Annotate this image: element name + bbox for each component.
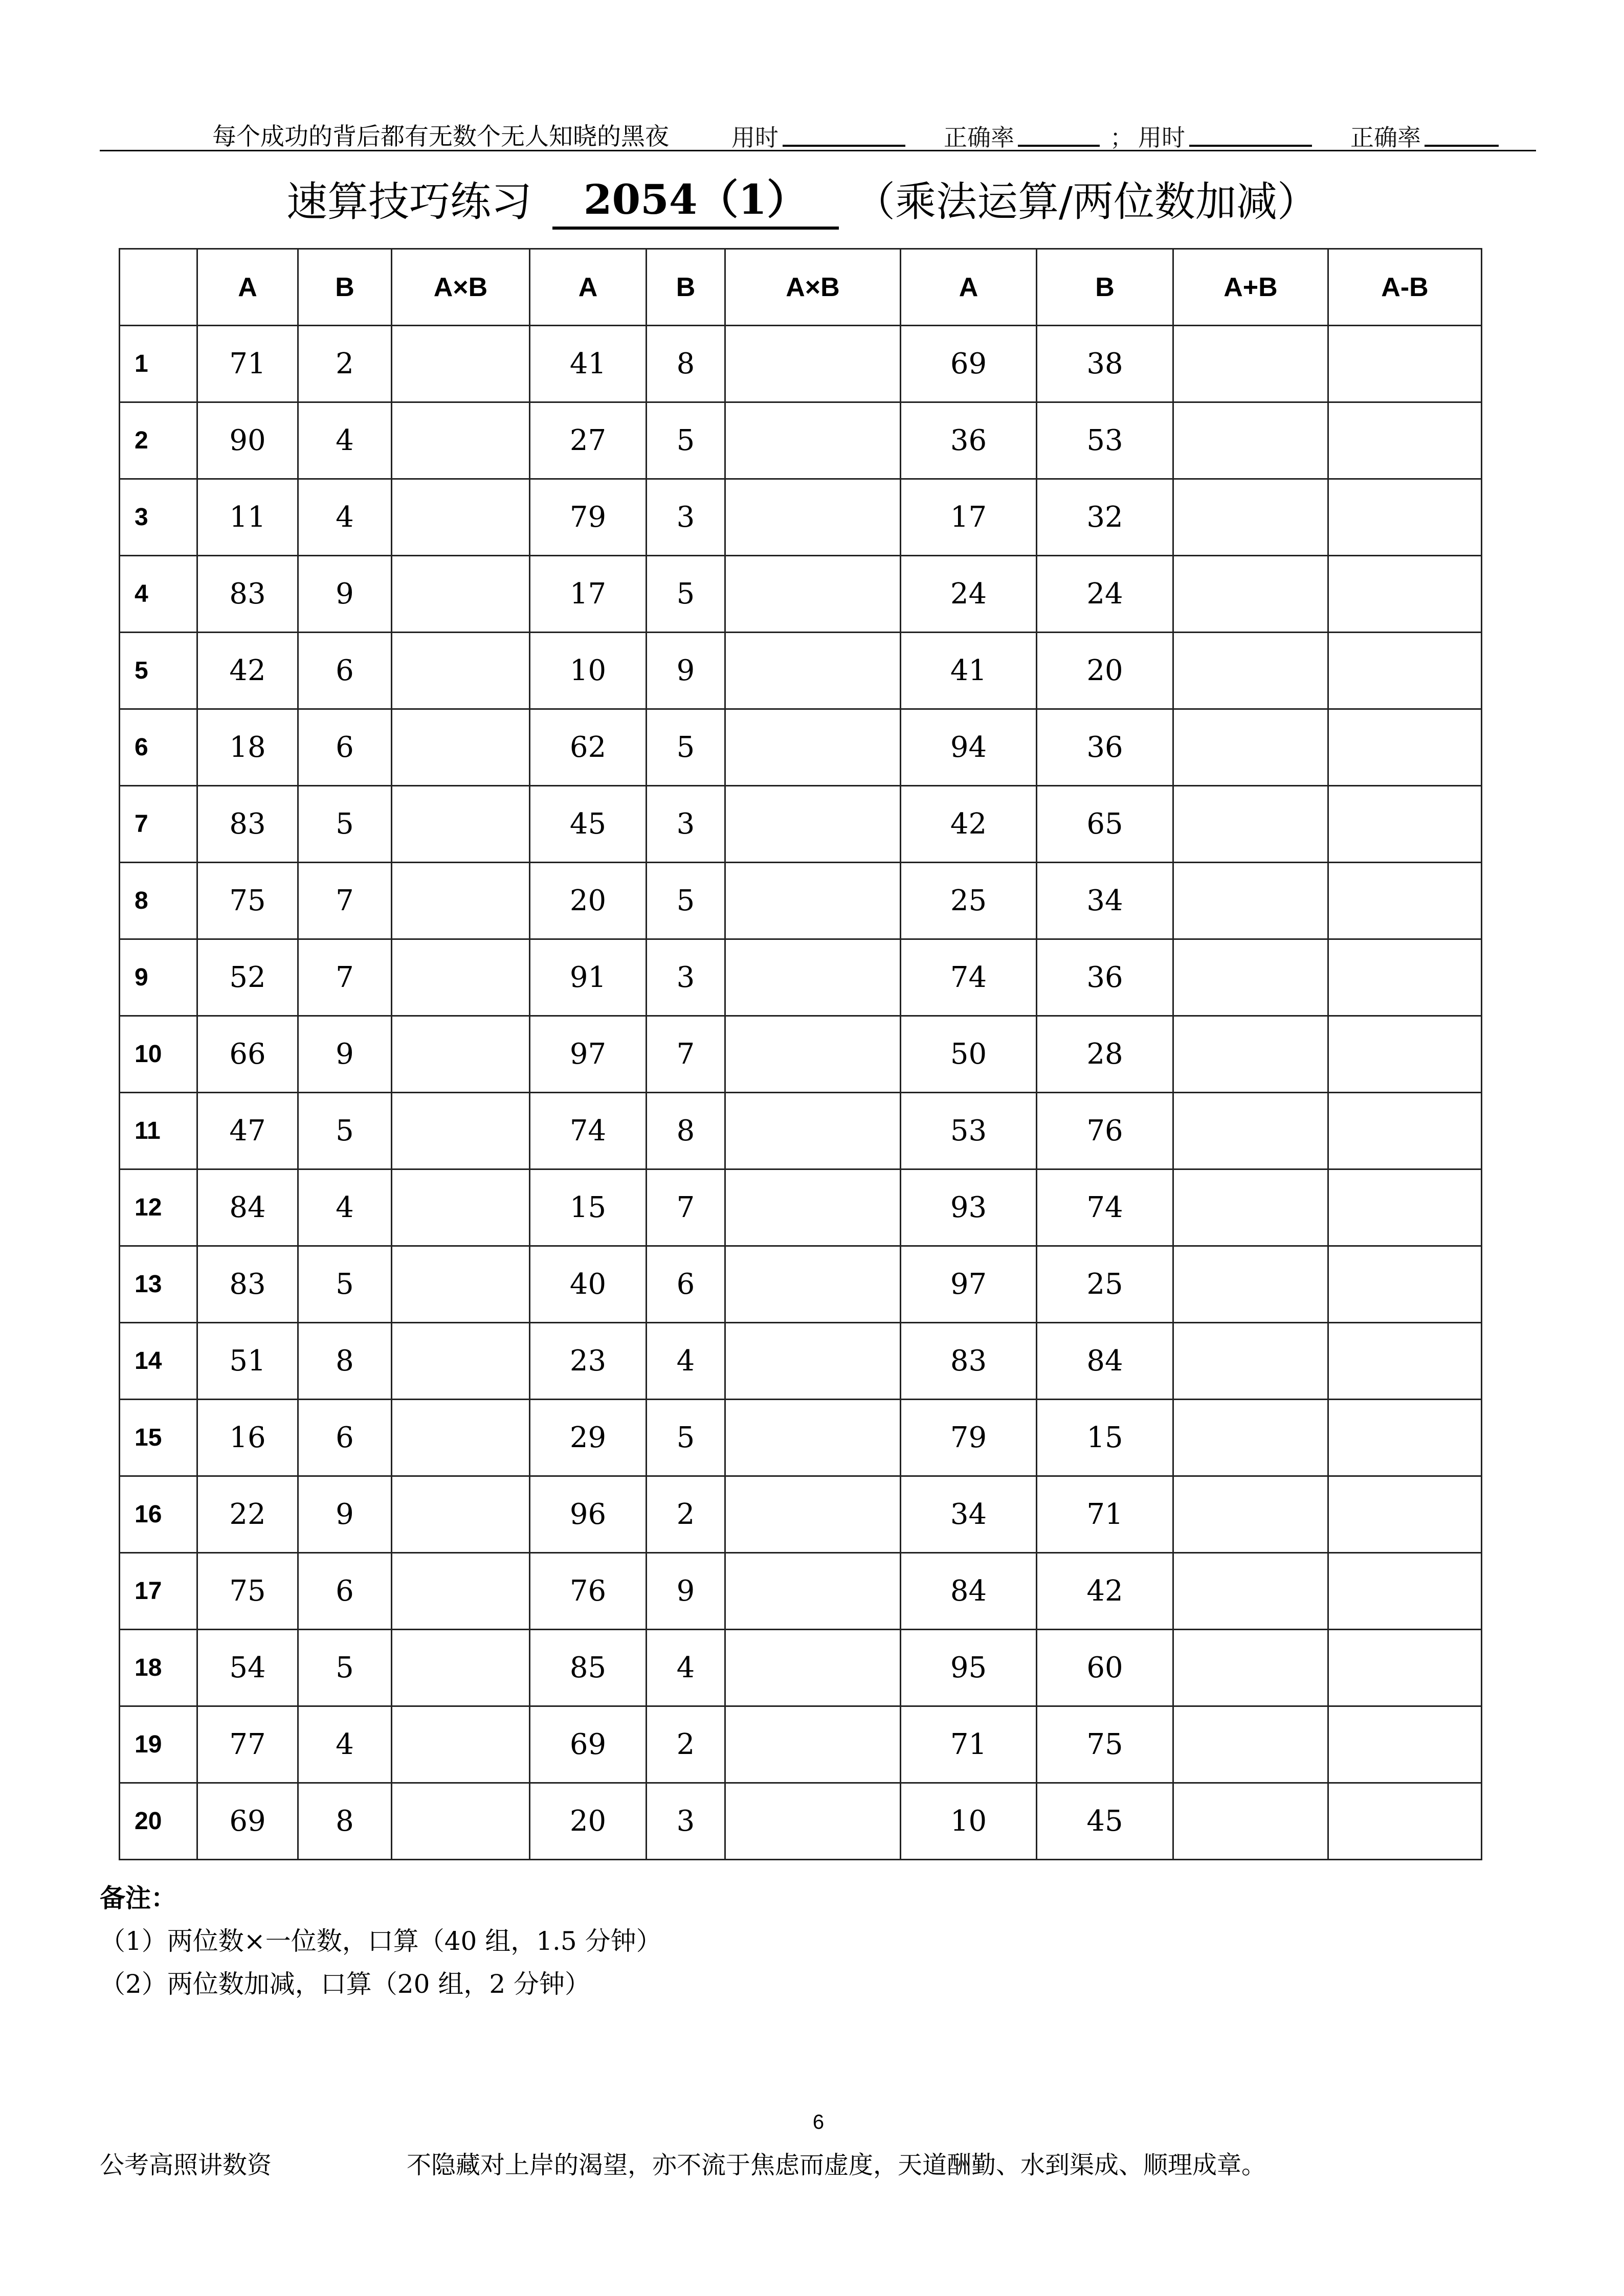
accuracy-blank-2[interactable] [1425, 145, 1499, 147]
answer-sum[interactable] [1173, 1323, 1328, 1400]
cell-b-3: 38 [1037, 326, 1173, 402]
table-row [120, 1476, 1482, 1553]
answer-product-1[interactable] [392, 556, 530, 633]
answer-product-1[interactable] [392, 1476, 530, 1553]
cell-b-1: 6 [298, 709, 392, 786]
answer-difference[interactable] [1328, 1630, 1482, 1706]
cell-b-1: 5 [298, 1630, 392, 1706]
answer-product-2[interactable] [725, 479, 901, 556]
answer-sum[interactable] [1173, 633, 1328, 709]
accuracy-blank-1[interactable] [1018, 145, 1100, 147]
cell-a-3: 74 [901, 939, 1037, 1016]
table-row [120, 1706, 1482, 1783]
cell-b-2: 2 [647, 1476, 725, 1553]
time-label-2: 用时 [1138, 124, 1185, 151]
practice-table [119, 248, 1482, 1860]
answer-product-1[interactable] [392, 1553, 530, 1630]
cell-b-3: 65 [1037, 786, 1173, 863]
answer-product-1[interactable] [392, 1093, 530, 1169]
answer-difference[interactable] [1328, 556, 1482, 633]
header-rule [100, 150, 1536, 151]
cell-b-1: 8 [298, 1783, 392, 1860]
table-row [120, 1783, 1482, 1860]
answer-sum[interactable] [1173, 402, 1328, 479]
cell-b-3: 15 [1037, 1400, 1173, 1476]
answer-product-1[interactable] [392, 1630, 530, 1706]
answer-sum[interactable] [1173, 1706, 1328, 1783]
cell-b-2: 5 [647, 402, 725, 479]
cell-b-3: 53 [1037, 402, 1173, 479]
cell-a-1: 83 [197, 556, 298, 633]
cell-b-3: 74 [1037, 1169, 1173, 1246]
time-label-1: 用时 [731, 124, 778, 151]
cell-b-2: 4 [647, 1630, 725, 1706]
answer-difference[interactable] [1328, 1169, 1482, 1246]
row-index: 14 [120, 1323, 197, 1400]
cell-b-3: 32 [1037, 479, 1173, 556]
answer-difference[interactable] [1328, 1706, 1482, 1783]
header-product-1: A×B [392, 249, 530, 326]
answer-sum[interactable] [1173, 326, 1328, 402]
cell-b-2: 9 [647, 1553, 725, 1630]
cell-a-1: 47 [197, 1093, 298, 1169]
cell-a-3: 84 [901, 1553, 1037, 1630]
cell-b-1: 5 [298, 1093, 392, 1169]
row-index: 17 [120, 1553, 197, 1630]
row-index: 19 [120, 1706, 197, 1783]
cell-b-1: 9 [298, 556, 392, 633]
time-blank-1[interactable] [783, 145, 905, 147]
row-index: 1 [120, 326, 197, 402]
cell-a-3: 83 [901, 1323, 1037, 1400]
notes-title: 备注： [100, 1883, 176, 1913]
cell-b-3: 45 [1037, 1783, 1173, 1860]
cell-b-2: 5 [647, 556, 725, 633]
cell-a-3: 42 [901, 786, 1037, 863]
header-a-1: A [197, 249, 298, 326]
cell-b-3: 25 [1037, 1246, 1173, 1323]
cell-a-2: 79 [530, 479, 647, 556]
answer-product-2[interactable] [725, 786, 901, 863]
answer-product-2[interactable] [725, 1476, 901, 1553]
cell-a-1: 84 [197, 1169, 298, 1246]
table-row [120, 786, 1482, 863]
header-b-1: B [298, 249, 392, 326]
header-product-2: A×B [725, 249, 901, 326]
cell-a-2: 27 [530, 402, 647, 479]
cell-a-1: 71 [197, 326, 298, 402]
answer-product-2[interactable] [725, 939, 901, 1016]
answer-product-2[interactable] [725, 1783, 901, 1860]
answer-difference[interactable] [1328, 633, 1482, 709]
cell-a-3: 50 [901, 1016, 1037, 1093]
table-row [120, 1169, 1482, 1246]
cell-b-1: 5 [298, 786, 392, 863]
cell-b-2: 7 [647, 1169, 725, 1246]
table-row [120, 939, 1482, 1016]
cell-b-3: 76 [1037, 1093, 1173, 1169]
cell-a-1: 83 [197, 1246, 298, 1323]
answer-product-2[interactable] [725, 863, 901, 939]
row-index: 13 [120, 1246, 197, 1323]
cell-a-2: 97 [530, 1016, 647, 1093]
cell-b-3: 42 [1037, 1553, 1173, 1630]
row-index: 11 [120, 1093, 197, 1169]
answer-product-1[interactable] [392, 1706, 530, 1783]
row-index: 7 [120, 786, 197, 863]
cell-a-3: 95 [901, 1630, 1037, 1706]
answer-sum[interactable] [1173, 556, 1328, 633]
cell-a-2: 62 [530, 709, 647, 786]
cell-a-1: 90 [197, 402, 298, 479]
row-index: 2 [120, 402, 197, 479]
cell-a-1: 83 [197, 786, 298, 863]
cell-b-3: 36 [1037, 709, 1173, 786]
cell-a-1: 69 [197, 1783, 298, 1860]
cell-b-3: 28 [1037, 1016, 1173, 1093]
answer-sum[interactable] [1173, 709, 1328, 786]
cell-b-1: 9 [298, 1476, 392, 1553]
answer-difference[interactable] [1328, 1093, 1482, 1169]
cell-b-3: 34 [1037, 863, 1173, 939]
row-index: 8 [120, 863, 197, 939]
table-row [120, 709, 1482, 786]
answer-sum[interactable] [1173, 1093, 1328, 1169]
cell-a-3: 34 [901, 1476, 1037, 1553]
row-index: 16 [120, 1476, 197, 1553]
cell-a-2: 45 [530, 786, 647, 863]
answer-product-1[interactable] [392, 1169, 530, 1246]
cell-b-2: 8 [647, 1093, 725, 1169]
answer-product-2[interactable] [725, 326, 901, 402]
answer-sum[interactable] [1173, 1783, 1328, 1860]
cell-b-2: 4 [647, 1323, 725, 1400]
notes-line-2: （2）两位数加减，口算（20 组，2 分钟） [100, 1969, 591, 1999]
answer-sum[interactable] [1173, 786, 1328, 863]
cell-a-1: 75 [197, 1553, 298, 1630]
footer-left-text: 公考高照讲数资 [100, 2151, 272, 2179]
cell-b-1: 6 [298, 633, 392, 709]
table-row [120, 1246, 1482, 1323]
table-row [120, 326, 1482, 402]
cell-a-2: 69 [530, 1706, 647, 1783]
cell-a-2: 20 [530, 1783, 647, 1860]
row-index: 5 [120, 633, 197, 709]
cell-b-2: 5 [647, 863, 725, 939]
answer-sum[interactable] [1173, 1169, 1328, 1246]
answer-difference[interactable] [1328, 402, 1482, 479]
row-index: 6 [120, 709, 197, 786]
row-index: 12 [120, 1169, 197, 1246]
cell-b-1: 9 [298, 1016, 392, 1093]
cell-a-2: 76 [530, 1553, 647, 1630]
answer-product-2[interactable] [725, 1553, 901, 1630]
cell-b-2: 8 [647, 326, 725, 402]
cell-b-2: 3 [647, 1783, 725, 1860]
answer-product-1[interactable] [392, 1400, 530, 1476]
header-a-2: A [530, 249, 647, 326]
table-row [120, 633, 1482, 709]
table-row [120, 1553, 1482, 1630]
answer-product-1[interactable] [392, 1783, 530, 1860]
notes-line-1: （1）两位数×一位数，口算（40 组，1.5 分钟） [100, 1926, 662, 1956]
header-separator: ； [1110, 124, 1133, 151]
answer-difference[interactable] [1328, 1553, 1482, 1630]
cell-b-2: 3 [647, 786, 725, 863]
title-suffix: （乘法运算/两位数加减） [854, 178, 1318, 226]
cell-a-2: 74 [530, 1093, 647, 1169]
answer-sum[interactable] [1173, 1630, 1328, 1706]
cell-a-2: 23 [530, 1323, 647, 1400]
table-row [120, 1093, 1482, 1169]
answer-product-1[interactable] [392, 633, 530, 709]
header-b-2: B [647, 249, 725, 326]
header-index [120, 249, 197, 326]
answer-product-2[interactable] [725, 1323, 901, 1400]
table-row [120, 1016, 1482, 1093]
accuracy-label-2: 正确率 [1350, 124, 1421, 151]
cell-a-1: 22 [197, 1476, 298, 1553]
answer-sum[interactable] [1173, 1553, 1328, 1630]
header-a-3: A [901, 249, 1037, 326]
answer-product-1[interactable] [392, 402, 530, 479]
cell-a-2: 41 [530, 326, 647, 402]
table-row [120, 1630, 1482, 1706]
table-row [120, 1400, 1482, 1476]
table-row [120, 863, 1482, 939]
cell-a-2: 17 [530, 556, 647, 633]
header-bar [100, 115, 1532, 151]
cell-b-2: 2 [647, 1706, 725, 1783]
answer-product-1[interactable] [392, 1016, 530, 1093]
answer-product-2[interactable] [725, 556, 901, 633]
answer-product-1[interactable] [392, 1323, 530, 1400]
answer-product-2[interactable] [725, 402, 901, 479]
cell-a-2: 96 [530, 1476, 647, 1553]
header-b-3: B [1037, 249, 1173, 326]
row-index: 3 [120, 479, 197, 556]
answer-difference[interactable] [1328, 1323, 1482, 1400]
header-sum: A+B [1173, 249, 1328, 326]
cell-a-3: 71 [901, 1706, 1037, 1783]
cell-a-3: 41 [901, 633, 1037, 709]
cell-b-2: 7 [647, 1016, 725, 1093]
answer-product-1[interactable] [392, 786, 530, 863]
answer-difference[interactable] [1328, 709, 1482, 786]
cell-b-3: 71 [1037, 1476, 1173, 1553]
answer-product-1[interactable] [392, 479, 530, 556]
cell-b-1: 2 [298, 326, 392, 402]
answer-difference[interactable] [1328, 479, 1482, 556]
cell-b-1: 7 [298, 939, 392, 1016]
answer-difference[interactable] [1328, 939, 1482, 1016]
cell-a-3: 69 [901, 326, 1037, 402]
row-index: 15 [120, 1400, 197, 1476]
cell-a-2: 29 [530, 1400, 647, 1476]
answer-sum[interactable] [1173, 479, 1328, 556]
answer-difference[interactable] [1328, 786, 1482, 863]
cell-a-1: 11 [197, 479, 298, 556]
answer-difference[interactable] [1328, 1400, 1482, 1476]
row-index: 10 [120, 1016, 197, 1093]
cell-a-2: 40 [530, 1246, 647, 1323]
cell-b-1: 6 [298, 1553, 392, 1630]
answer-sum[interactable] [1173, 1476, 1328, 1553]
cell-a-1: 51 [197, 1323, 298, 1400]
cell-b-2: 5 [647, 709, 725, 786]
cell-b-3: 84 [1037, 1323, 1173, 1400]
cell-b-2: 6 [647, 1246, 725, 1323]
accuracy-label-1: 正确率 [944, 124, 1014, 151]
answer-product-1[interactable] [392, 709, 530, 786]
answer-product-2[interactable] [725, 1093, 901, 1169]
answer-product-2[interactable] [725, 1169, 901, 1246]
time-blank-2[interactable] [1189, 145, 1312, 147]
cell-a-1: 42 [197, 633, 298, 709]
cell-b-1: 6 [298, 1400, 392, 1476]
table-row [120, 1323, 1482, 1400]
row-index: 20 [120, 1783, 197, 1860]
answer-sum[interactable] [1173, 939, 1328, 1016]
cell-b-1: 5 [298, 1246, 392, 1323]
cell-a-1: 75 [197, 863, 298, 939]
title-code: 2054（1） [552, 167, 839, 230]
cell-a-2: 10 [530, 633, 647, 709]
cell-b-2: 3 [647, 479, 725, 556]
answer-difference[interactable] [1328, 1016, 1482, 1093]
cell-b-3: 36 [1037, 939, 1173, 1016]
cell-b-1: 4 [298, 1706, 392, 1783]
table-row [120, 556, 1482, 633]
cell-a-3: 53 [901, 1093, 1037, 1169]
answer-sum[interactable] [1173, 1400, 1328, 1476]
cell-b-3: 24 [1037, 556, 1173, 633]
answer-difference[interactable] [1328, 326, 1482, 402]
cell-b-3: 20 [1037, 633, 1173, 709]
answer-product-1[interactable] [392, 939, 530, 1016]
answer-product-2[interactable] [725, 1246, 901, 1323]
cell-a-1: 66 [197, 1016, 298, 1093]
table-row [120, 479, 1482, 556]
cell-b-2: 9 [647, 633, 725, 709]
cell-b-1: 4 [298, 402, 392, 479]
cell-a-2: 15 [530, 1169, 647, 1246]
footer-right-text: 不隐藏对上岸的渴望，亦不流于焦虑而虚度，天道酬勤、水到渠成、顺理成章。 [407, 2151, 1266, 2179]
answer-product-2[interactable] [725, 1630, 901, 1706]
cell-a-3: 25 [901, 863, 1037, 939]
title-prefix: 速算技巧练习 [286, 178, 532, 226]
answer-difference[interactable] [1328, 1476, 1482, 1553]
header-motto: 每个成功的背后都有无数个无人知晓的黑夜 [212, 123, 669, 151]
cell-a-1: 77 [197, 1706, 298, 1783]
cell-a-3: 36 [901, 402, 1037, 479]
cell-a-3: 24 [901, 556, 1037, 633]
table-header-row [120, 249, 1482, 326]
header-difference: A-B [1328, 249, 1482, 326]
answer-sum[interactable] [1173, 1246, 1328, 1323]
answer-difference[interactable] [1328, 1246, 1482, 1323]
cell-a-2: 85 [530, 1630, 647, 1706]
row-index: 4 [120, 556, 197, 633]
notes-section [100, 1877, 662, 2006]
cell-b-2: 3 [647, 939, 725, 1016]
cell-b-1: 4 [298, 1169, 392, 1246]
row-index: 18 [120, 1630, 197, 1706]
answer-product-2[interactable] [725, 1400, 901, 1476]
row-index: 9 [120, 939, 197, 1016]
answer-product-1[interactable] [392, 863, 530, 939]
cell-a-1: 18 [197, 709, 298, 786]
cell-a-3: 93 [901, 1169, 1037, 1246]
answer-difference[interactable] [1328, 863, 1482, 939]
answer-product-2[interactable] [725, 633, 901, 709]
cell-a-2: 91 [530, 939, 647, 1016]
cell-a-3: 79 [901, 1400, 1037, 1476]
cell-b-1: 8 [298, 1323, 392, 1400]
answer-product-1[interactable] [392, 1246, 530, 1323]
answer-product-1[interactable] [392, 326, 530, 402]
cell-a-3: 17 [901, 479, 1037, 556]
cell-b-1: 4 [298, 479, 392, 556]
cell-a-1: 54 [197, 1630, 298, 1706]
answer-product-2[interactable] [725, 1016, 901, 1093]
table-row [120, 402, 1482, 479]
answer-product-2[interactable] [725, 1706, 901, 1783]
answer-product-2[interactable] [725, 709, 901, 786]
cell-a-3: 97 [901, 1246, 1037, 1323]
cell-b-2: 5 [647, 1400, 725, 1476]
cell-b-1: 7 [298, 863, 392, 939]
cell-a-1: 16 [197, 1400, 298, 1476]
page-number: 6 [812, 2111, 825, 2133]
answer-difference[interactable] [1328, 1783, 1482, 1860]
cell-a-3: 10 [901, 1783, 1037, 1860]
cell-a-3: 94 [901, 709, 1037, 786]
cell-b-3: 75 [1037, 1706, 1173, 1783]
answer-sum[interactable] [1173, 1016, 1328, 1093]
cell-a-2: 20 [530, 863, 647, 939]
cell-b-3: 60 [1037, 1630, 1173, 1706]
answer-sum[interactable] [1173, 863, 1328, 939]
cell-a-1: 52 [197, 939, 298, 1016]
